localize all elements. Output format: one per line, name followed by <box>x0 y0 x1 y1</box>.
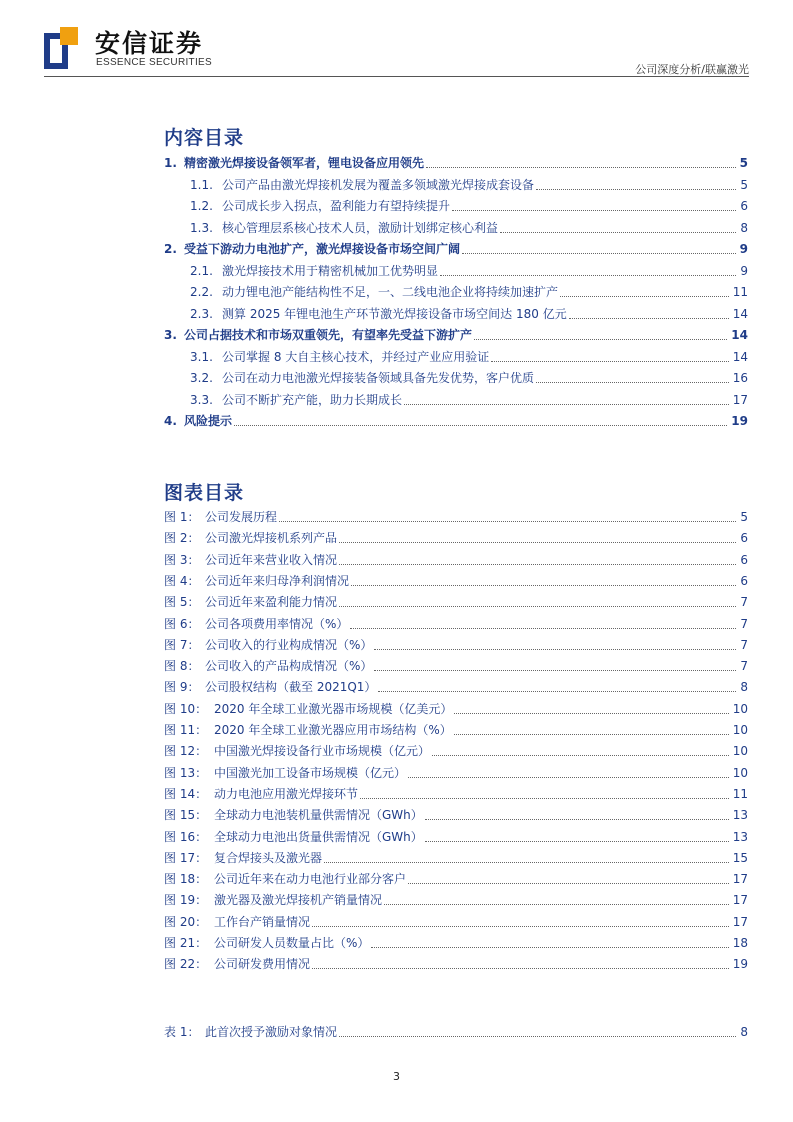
header-divider <box>44 76 749 77</box>
entry-number: 图 3： <box>164 552 200 567</box>
page-number: 3 <box>393 1070 400 1083</box>
entry-title: 公司收入的产品构成情况（%） <box>205 659 373 674</box>
dot-leader <box>350 628 736 629</box>
entry-title: 测算 2025 年锂电池生产环节激光焊接设备市场空间达 180 亿元 <box>222 306 567 321</box>
brand-name-en: ESSENCE SECURITIES <box>96 57 212 68</box>
entry-title: 公司近年来归母净利润情况 <box>205 573 350 588</box>
figure-entry[interactable] <box>0 677 793 697</box>
dot-leader <box>560 296 729 297</box>
entry-title: 公司股权结构（截至 2021Q1） <box>205 680 377 695</box>
entry-page-number: 8 <box>740 680 748 695</box>
entry-number: 图 21： <box>164 936 208 950</box>
page-header <box>0 0 793 80</box>
entry-number: 3. <box>164 328 177 342</box>
entry-number: 1.1. <box>190 177 213 192</box>
dot-leader <box>454 734 729 735</box>
entry-page-number: 8 <box>740 220 748 235</box>
entry-title: 公司在动力电池激光焊接装备领域具备先发优势，客户优质 <box>222 371 535 385</box>
entry-page-number: 19 <box>732 957 748 972</box>
brand-name-cn: 安信证券 <box>95 29 204 58</box>
toc-entry[interactable] <box>0 368 793 388</box>
toc-entry[interactable] <box>0 175 793 195</box>
entry-title: 公司近年来盈利能力情况 <box>205 595 338 610</box>
entry-page-number: 6 <box>740 531 748 546</box>
entry-title: 核心管理层系核心技术人员，激励计划绑定核心利益 <box>222 220 499 235</box>
entry-page-number: 14 <box>732 306 748 321</box>
dot-leader <box>404 404 729 405</box>
entry-page-number: 9 <box>740 263 748 278</box>
dot-leader <box>500 232 736 233</box>
entry-number: 图 5： <box>164 595 200 610</box>
entry-title: 激光焊接技术用于精密机械加工优势明显 <box>222 263 439 278</box>
entry-page-number: 19 <box>731 414 748 428</box>
figure-entry[interactable] <box>0 763 793 783</box>
entry-title: 中国激光焊接设备行业市场规模（亿元） <box>214 744 431 759</box>
entry-title: 公司近年来营业收入情况 <box>205 552 338 567</box>
entry-page-number: 6 <box>740 573 748 588</box>
entry-page-number: 17 <box>732 893 748 908</box>
entry-page-number: 9 <box>739 242 748 256</box>
entry-page-number: 16 <box>732 371 748 385</box>
entry-title: 2020 年全球工业激光器应用市场结构（%） <box>214 723 452 737</box>
entry-title: 中国激光加工设备市场规模（亿元） <box>214 765 407 780</box>
entry-title: 公司掌握 8 大自主核心技术，并经过产业应用验证 <box>222 349 490 364</box>
dot-leader <box>440 275 736 276</box>
entry-title: 公司研发费用情况 <box>214 957 311 972</box>
entry-page-number: 11 <box>732 786 748 801</box>
dot-leader <box>432 755 729 756</box>
entry-number: 2.2. <box>190 285 213 299</box>
entry-page-number: 6 <box>740 552 748 567</box>
entry-number: 1.2. <box>190 199 213 213</box>
figure-entry[interactable] <box>0 869 793 889</box>
figure-entry[interactable] <box>0 827 793 847</box>
dot-leader <box>371 947 729 948</box>
entry-number: 2.3. <box>190 306 213 321</box>
entry-title: 复合焊接头及激光器 <box>214 850 323 865</box>
figure-entry[interactable] <box>0 614 793 634</box>
entry-page-number: 15 <box>732 850 748 865</box>
dot-leader <box>452 210 736 211</box>
entry-page-number: 10 <box>732 744 748 759</box>
figure-entry[interactable] <box>0 699 793 719</box>
dot-leader <box>454 713 729 714</box>
entry-page-number: 5 <box>740 177 748 192</box>
entry-title: 2020 年全球工业激光器市场规模（亿美元） <box>214 701 453 716</box>
toc-entry[interactable] <box>0 325 793 345</box>
entry-title: 公司成长步入拐点，盈利能力有望持续提升 <box>222 199 451 213</box>
dot-leader <box>374 649 736 650</box>
entry-page-number: 14 <box>732 349 748 364</box>
toc-entry[interactable] <box>0 239 793 259</box>
entry-number: 图 17： <box>164 850 208 865</box>
entry-page-number: 18 <box>732 936 748 950</box>
entry-page-number: 7 <box>740 616 748 631</box>
entry-number: 图 9： <box>164 680 200 695</box>
entry-title: 公司激光焊接机系列产品 <box>205 531 338 546</box>
figure-entry[interactable] <box>0 1022 793 1042</box>
entry-number: 图 14： <box>164 786 208 801</box>
dot-leader <box>426 167 736 168</box>
entry-page-number: 6 <box>740 199 748 213</box>
entry-number: 3.3. <box>190 392 213 407</box>
figure-entry[interactable] <box>0 592 793 612</box>
entry-page-number: 7 <box>740 595 748 610</box>
entry-number: 图 18： <box>164 872 208 887</box>
toc-entry[interactable] <box>0 304 793 324</box>
figure-entry[interactable] <box>0 528 793 548</box>
figure-entry[interactable] <box>0 890 793 910</box>
entry-number: 3.1. <box>190 349 213 364</box>
dot-leader <box>339 542 736 543</box>
entry-title: 公司发展历程 <box>205 510 278 524</box>
entry-number: 图 8： <box>164 659 200 674</box>
entry-title: 精密激光焊接设备领军者，锂电设备应用领先 <box>184 156 425 170</box>
entry-number: 图 22： <box>164 957 208 972</box>
entry-title: 全球动力电池出货量供需情况（GWh） <box>214 829 423 844</box>
dot-leader <box>339 1036 736 1037</box>
entry-number: 图 6： <box>164 616 200 631</box>
entry-number: 2.1. <box>190 263 213 278</box>
entry-page-number: 11 <box>732 285 748 299</box>
figure-entry[interactable] <box>0 933 793 953</box>
dot-leader <box>536 189 736 190</box>
toc-entry[interactable] <box>0 411 793 431</box>
entry-number: 图 1： <box>164 510 200 524</box>
entry-title: 全球动力电池装机量供需情况（GWh） <box>214 808 423 823</box>
dot-leader <box>384 904 729 905</box>
entry-page-number: 10 <box>732 701 748 716</box>
entry-number: 图 20： <box>164 914 208 929</box>
entry-number: 图 2： <box>164 531 200 546</box>
entry-title: 激光器及激光焊接机产销量情况 <box>214 893 383 908</box>
entry-title: 公司收入的行业构成情况（%） <box>205 637 373 652</box>
entry-number: 图 15： <box>164 808 208 823</box>
dot-leader <box>279 521 736 522</box>
figures-heading: 图表目录 <box>164 482 245 504</box>
entry-number: 图 16： <box>164 829 208 844</box>
entry-page-number: 13 <box>732 808 748 823</box>
entry-number: 图 19： <box>164 893 208 908</box>
entry-page-number: 14 <box>731 328 748 342</box>
dot-leader <box>312 968 729 969</box>
entry-page-number: 17 <box>732 914 748 929</box>
entry-title: 公司研发人员数量占比（%） <box>214 936 370 950</box>
entry-number: 图 10： <box>164 701 208 716</box>
entry-page-number: 10 <box>732 723 748 737</box>
figure-entry[interactable] <box>0 720 793 740</box>
figure-entry[interactable] <box>0 848 793 868</box>
figure-entry[interactable] <box>0 571 793 591</box>
dot-leader <box>425 819 729 820</box>
entry-page-number: 7 <box>740 637 748 652</box>
dot-leader <box>491 361 729 362</box>
figure-entry[interactable] <box>0 912 793 932</box>
entry-number: 图 12： <box>164 744 208 759</box>
entry-title: 公司占据技术和市场双重领先，有望率先受益下游扩产 <box>184 328 473 342</box>
figure-entry[interactable] <box>0 656 793 676</box>
entry-title: 动力锂电池产能结构性不足，一、二线电池企业将持续加速扩产 <box>222 285 559 299</box>
toc-entry[interactable] <box>0 390 793 410</box>
dot-leader <box>474 339 727 340</box>
entry-number: 1.3. <box>190 220 213 235</box>
entry-number: 图 11： <box>164 723 208 737</box>
dot-leader <box>324 862 729 863</box>
toc-entry[interactable] <box>0 218 793 238</box>
entry-page-number: 7 <box>740 659 748 674</box>
figure-entry[interactable] <box>0 784 793 804</box>
dot-leader <box>536 382 729 383</box>
dot-leader <box>425 841 729 842</box>
dot-leader <box>462 253 736 254</box>
dot-leader <box>374 670 736 671</box>
figure-entry[interactable] <box>0 550 793 570</box>
entry-title: 此首次授予激励对象情况 <box>205 1025 338 1039</box>
entry-page-number: 5 <box>740 510 748 524</box>
essence-logo-icon <box>44 27 78 69</box>
entry-page-number: 5 <box>739 156 748 170</box>
entry-number: 1. <box>164 156 177 170</box>
entry-title: 受益下游动力电池扩产，激光焊接设备市场空间广阔 <box>184 242 461 256</box>
dot-leader <box>408 883 729 884</box>
entry-title: 公司产品由激光焊接机发展为覆盖多领域激光焊接成套设备 <box>222 177 535 192</box>
entry-page-number: 10 <box>732 765 748 780</box>
entry-page-number: 8 <box>740 1025 748 1039</box>
toc-entry[interactable] <box>0 347 793 367</box>
entry-title: 工作台产销量情况 <box>214 914 311 929</box>
dot-leader <box>378 691 736 692</box>
figure-entry[interactable] <box>0 954 793 974</box>
entry-number: 表 1： <box>164 1025 200 1039</box>
entry-title: 风险提示 <box>184 414 233 428</box>
toc-heading: 内容目录 <box>164 127 245 149</box>
entry-title: 动力电池应用激光焊接环节 <box>214 786 359 801</box>
dot-leader <box>339 606 736 607</box>
toc-entry[interactable] <box>0 153 793 173</box>
entry-page-number: 13 <box>732 829 748 844</box>
figure-entry[interactable] <box>0 741 793 761</box>
toc-entry[interactable] <box>0 196 793 216</box>
figure-entry[interactable] <box>0 507 793 527</box>
entry-title: 公司各项费用率情况（%） <box>205 616 349 631</box>
entry-number: 4. <box>164 414 177 428</box>
figure-entry[interactable] <box>0 805 793 825</box>
figure-entry[interactable] <box>0 635 793 655</box>
toc-entry[interactable] <box>0 261 793 281</box>
entry-title: 公司近年来在动力电池行业部分客户 <box>214 872 407 887</box>
entry-title: 公司不断扩充产能，助力长期成长 <box>222 392 403 407</box>
toc-entry[interactable] <box>0 282 793 302</box>
entry-number: 3.2. <box>190 371 213 385</box>
entry-number: 图 13： <box>164 765 208 780</box>
entry-number: 2. <box>164 242 177 256</box>
entry-number: 图 7： <box>164 637 200 652</box>
dot-leader <box>234 425 727 426</box>
dot-leader <box>339 564 736 565</box>
dot-leader <box>312 926 729 927</box>
entry-page-number: 17 <box>732 392 748 407</box>
report-tag: 公司深度分析/联赢激光 <box>635 63 749 76</box>
entry-page-number: 17 <box>732 872 748 887</box>
dot-leader <box>360 798 729 799</box>
dot-leader <box>569 318 729 319</box>
entry-number: 图 4： <box>164 573 200 588</box>
dot-leader <box>351 585 736 586</box>
dot-leader <box>408 777 729 778</box>
